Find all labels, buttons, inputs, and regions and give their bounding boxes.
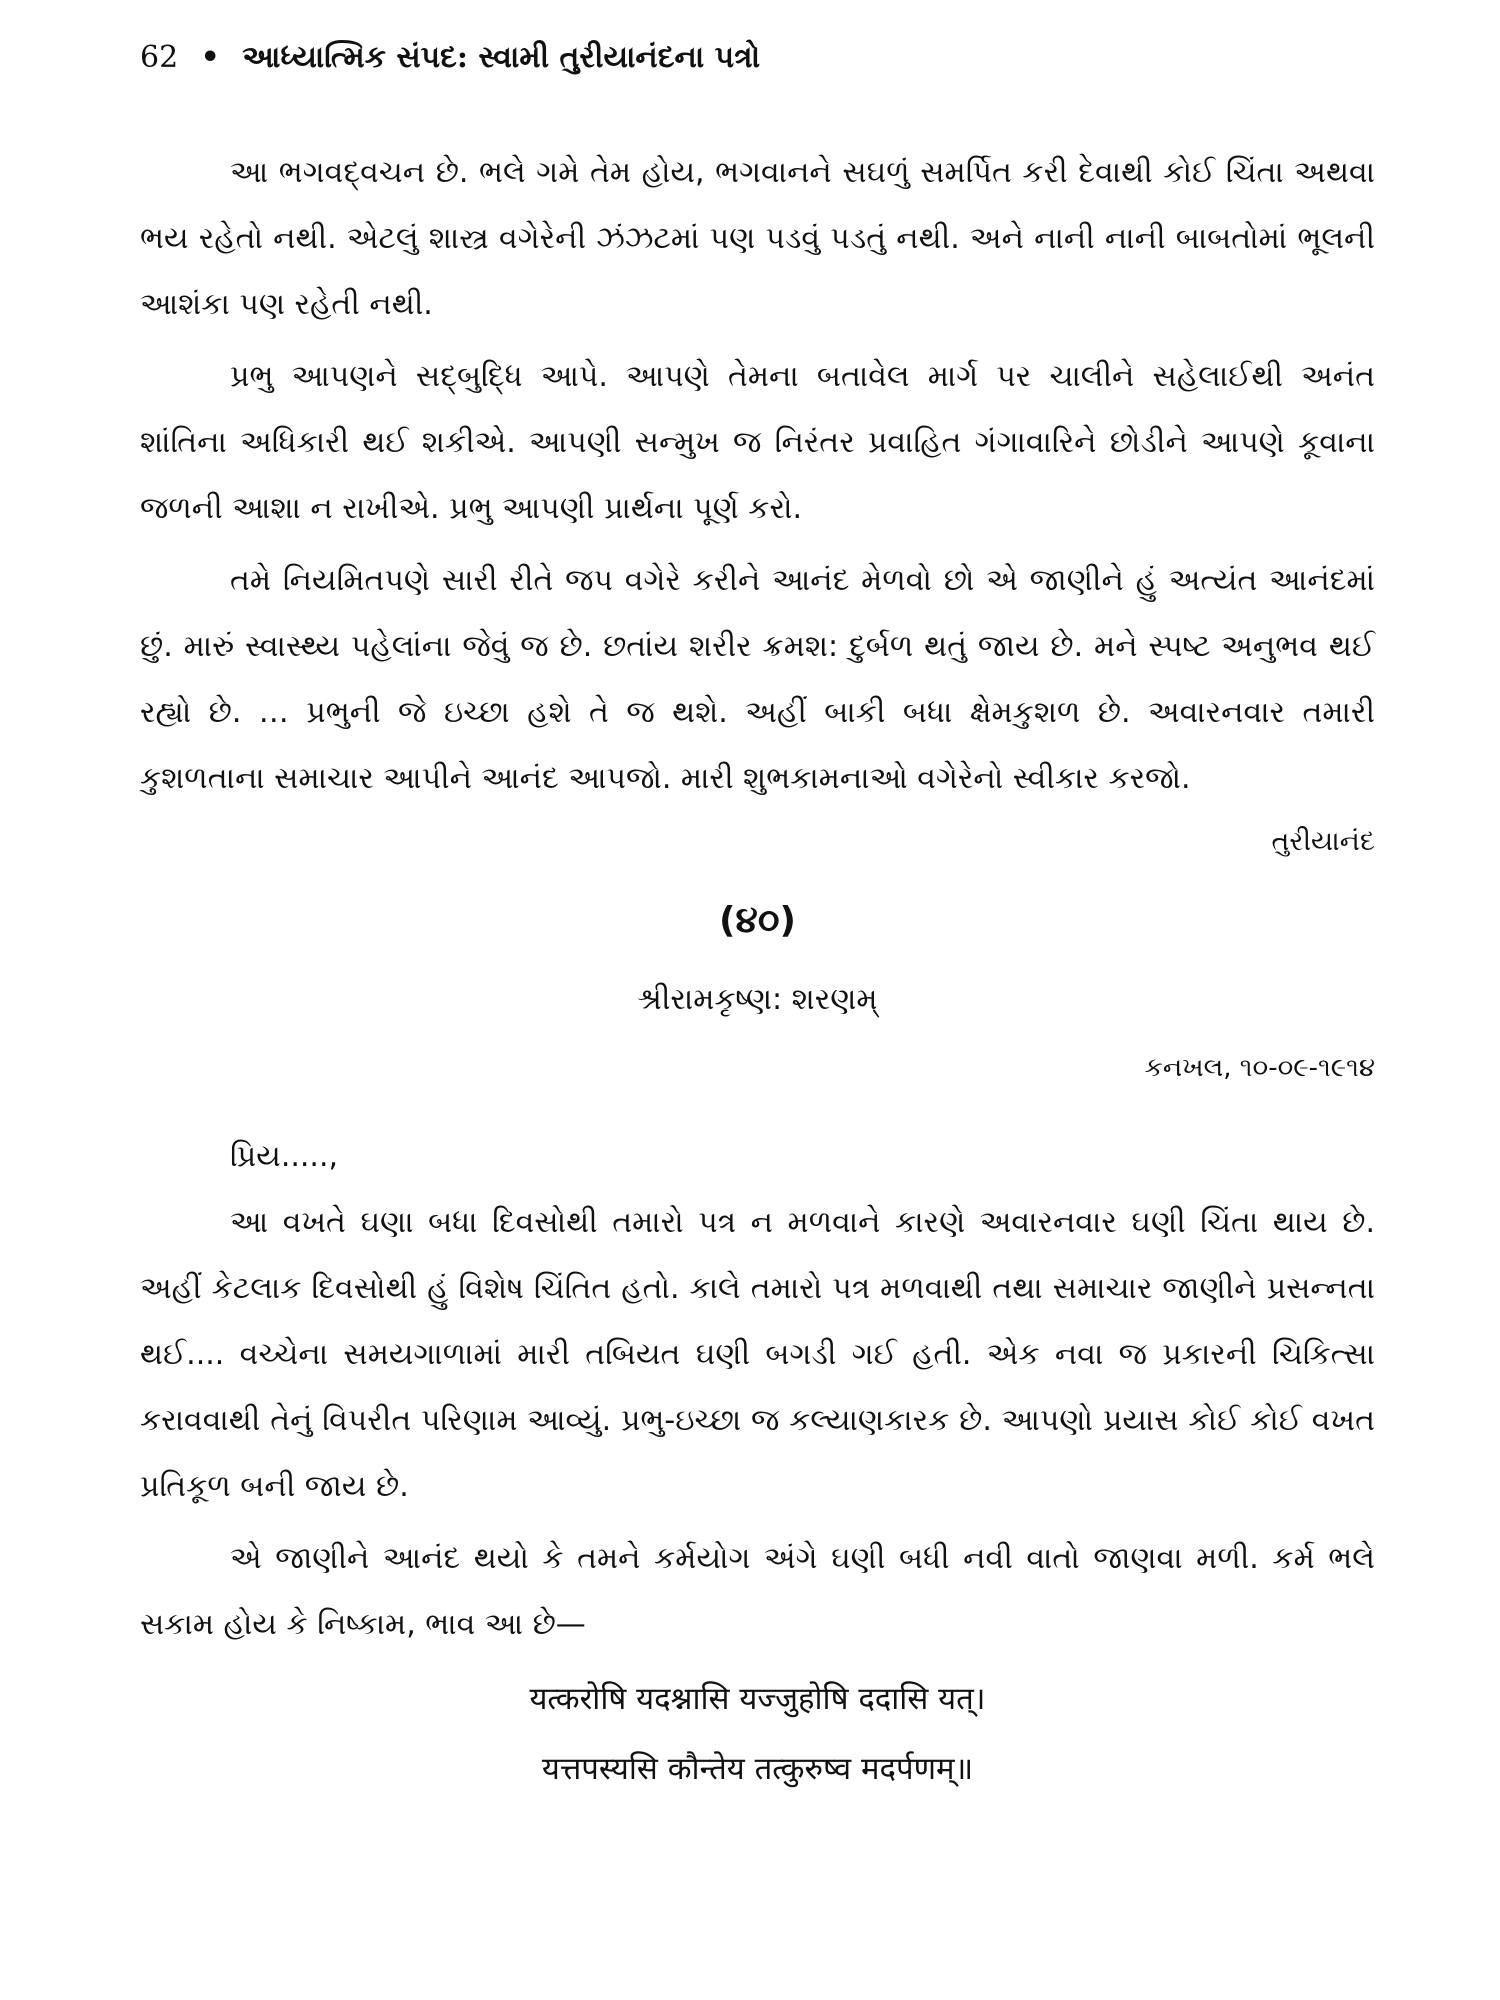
letter-place-date: કનખલ, ૧૦-૦૯-૧૯૧૪: [1144, 1053, 1375, 1083]
letter-39-paragraph: આ ભગવદ્‌વચન છે. ભલે ગમે તેમ હોય, ભગવાનને સઘળું સમર્પિત કરી દેવાથી કોઈ ચિંતા અથવા ભય રહેતો નથી. એટલું શાસ્ત્ર વગેરેની ઝંઝટમાં પણ પડવું પડતું નથી. અને નાની નાની બાબતોમાં ભૂલની આશંકા પણ રહેતી નથી.: [140, 155, 1375, 322]
sanskrit-verse-line: यत्करोषि यदश्नासि यज्जुहोषि ददासि यत्।: [529, 1681, 986, 1717]
letter-40-paragraph: એ જાણીને આનંદ થયો કે તમને કર્મયોગ અંગે ઘણી બધી નવી વાતો જાણવા મળી. કર્મ ભલે સકામ હોય કે નિષ્કામ, ભાવ આ છે—: [140, 1541, 1375, 1642]
letter-39-paragraph: પ્રભુ આપણને સદ્‌બુદ્ધિ આપે. આપણે તેમના બતાવેલ માર્ગ પર ચાલીને સહેલાઈથી અનંત શાંતિના અધિકારી થઈ શકીએ. આપણી સન્મુખ જ નિરંતર પ્રવાહિત ગંગાવારિને છોડીને આપણે કૂવાના જળની આશા ન રાખીએ. પ્રભુ આપણી પ્રાર્થના પૂર્ણ કરો.: [140, 359, 1375, 526]
running-head: [140, 28, 1375, 88]
book-title: આધ્યાત્મિક સંપદ: સ્વામી તુરીયાનંદના પત્રો: [242, 40, 761, 75]
sanskrit-verse-line: यत्तपस्यसि कौन्तेय तत्कुरुष्व मदर्पणम्॥: [541, 1751, 974, 1787]
letter-salutation: પ્રિય.....,: [230, 1139, 339, 1174]
letter-invocation: શ્રીરામકૃષ્ણ: શરણમ્‌: [637, 982, 878, 1017]
letter-39-paragraph: તમે નિયમિતપણે સારી રીતે જપ વગેરે કરીને આનંદ મેળવો છો એ જાણીને હું અત્યંત આનંદમાં છું. મારું સ્વાસ્થ્ય પહેલાંના જેવું જ છે. છતાંય શરીર ક્રમશ: દુર્બળ થતું જાય છે. મને સ્પષ્ટ અનુભવ થઈ રહ્યો છે. … પ્રભુની જે ઇચ્છા હશે તે જ થશે. અહીં બાકી બધા ક્ષેમકુશળ છે. અવારનવાર તમારી કુશળતાના સમાચાર આપીને આનંદ આપજો. મારી શુભકામનાઓ વગેરેનો સ્વીકાર કરજો.: [140, 563, 1375, 796]
letter-40-paragraph: આ વખતે ઘણા બધા દિવસોથી તમારો પત્ર ન મળવાને કારણે અવારનવાર ઘણી ચિંતા થાય છે. અહીં કેટલાક દિવસોથી હું વિશેષ ચિંતિત હતો. કાલે તમારો પત્ર મળવાથી તથા સમાચાર જાણીને પ્રસન્નતા થઈ.... વચ્ચેના સમયગાળામાં મારી તબિયત ઘણી બગડી ગઈ હતી. એક નવા જ પ્રકારની ચિકિત્સા કરાવવાથી તેનું વિપરીત પરિણામ આવ્યું. પ્રભુ-ઇચ્છા જ કલ્યાણકારક છે. આપણો પ્રયાસ કોઈ કોઈ વખત પ્રતિકૂળ બની જાય છે.: [140, 1205, 1375, 1504]
page-number: 62: [140, 40, 179, 75]
letter-39-signature: તુરીયાનંદ: [1271, 826, 1375, 857]
bullet-separator: •: [200, 40, 220, 75]
letter-number-heading: (૪૦): [719, 900, 796, 941]
